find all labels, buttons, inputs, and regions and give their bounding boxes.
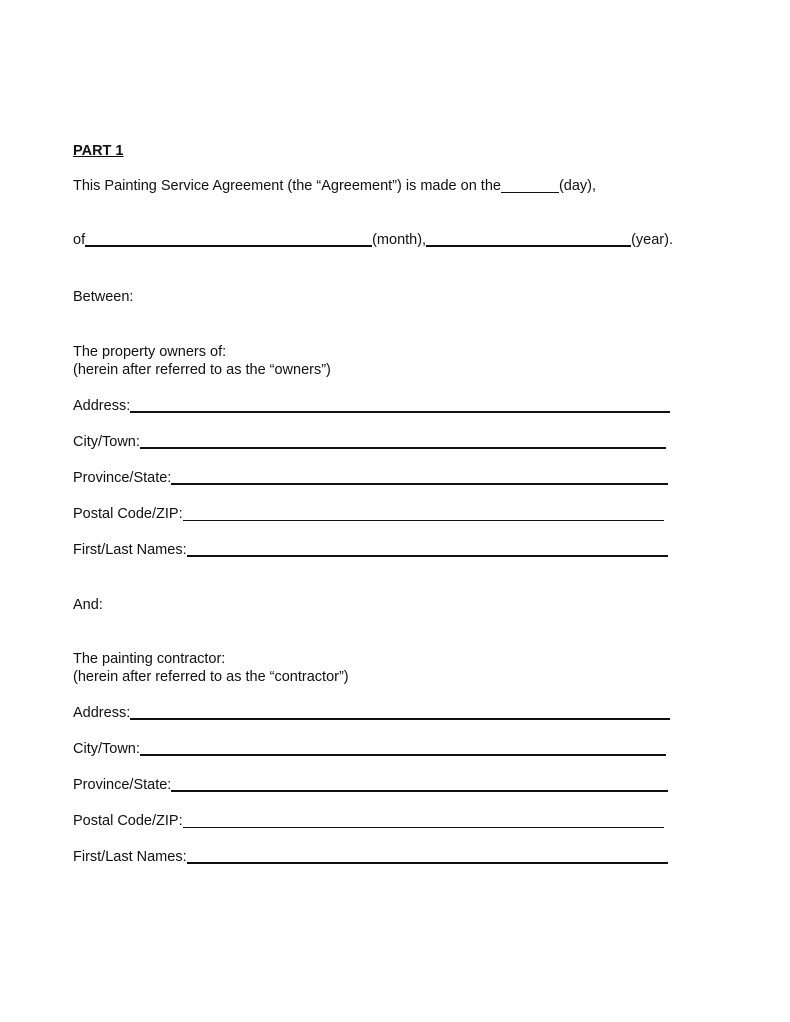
owners-postal-row <box>73 506 664 523</box>
field-label: Province/State: <box>73 777 172 793</box>
month-label: (month), <box>372 232 427 248</box>
owners-province-field[interactable] <box>171 483 668 485</box>
field-label: Address: <box>73 705 131 721</box>
contractor-address-row <box>73 705 670 722</box>
intro-text: This Painting Service Agreement (the “Agreement”) is made on the <box>73 178 501 194</box>
contractor-city-field[interactable] <box>140 754 666 756</box>
contractor-address-field[interactable] <box>130 718 670 720</box>
owners-postal-field[interactable] <box>183 520 664 521</box>
field-label: City/Town: <box>73 434 140 450</box>
owners-province-row <box>73 470 668 487</box>
month-field[interactable] <box>85 245 372 247</box>
owners-title: The property owners of: <box>73 344 227 360</box>
owners-address-field[interactable] <box>130 411 670 413</box>
agreement-date-line <box>73 178 596 195</box>
contractor-title: The painting contractor: <box>73 651 226 667</box>
between-label: Between: <box>73 289 134 305</box>
field-label: First/Last Names: <box>73 542 187 558</box>
of-label: of <box>73 232 86 248</box>
owners-names-row <box>73 542 668 559</box>
contractor-names-field[interactable] <box>187 862 668 864</box>
contractor-postal-row <box>73 813 664 830</box>
month-year-line <box>73 232 673 249</box>
field-label: Postal Code/ZIP: <box>73 506 183 522</box>
field-label: City/Town: <box>73 741 140 757</box>
contractor-subtitle: (herein after referred to as the “contractor”) <box>73 669 349 685</box>
field-label: Address: <box>73 398 131 414</box>
year-field[interactable] <box>426 245 631 247</box>
day-label: (day), <box>558 178 597 194</box>
contractor-city-row <box>73 741 666 758</box>
owners-subtitle: (herein after referred to as the “owners”) <box>73 362 331 378</box>
part-heading: PART 1 <box>73 143 124 159</box>
field-label: Postal Code/ZIP: <box>73 813 183 829</box>
owners-city-field[interactable] <box>140 447 666 449</box>
owners-names-field[interactable] <box>187 555 668 557</box>
field-label: First/Last Names: <box>73 849 187 865</box>
contractor-names-row <box>73 849 668 866</box>
contractor-postal-field[interactable] <box>183 827 664 828</box>
contractor-province-field[interactable] <box>171 790 668 792</box>
owners-address-row <box>73 398 670 415</box>
owners-city-row <box>73 434 666 451</box>
contractor-province-row <box>73 777 668 794</box>
year-label: (year). <box>631 232 673 248</box>
field-label: Province/State: <box>73 470 172 486</box>
day-field[interactable] <box>501 192 559 193</box>
and-label: And: <box>73 597 103 613</box>
